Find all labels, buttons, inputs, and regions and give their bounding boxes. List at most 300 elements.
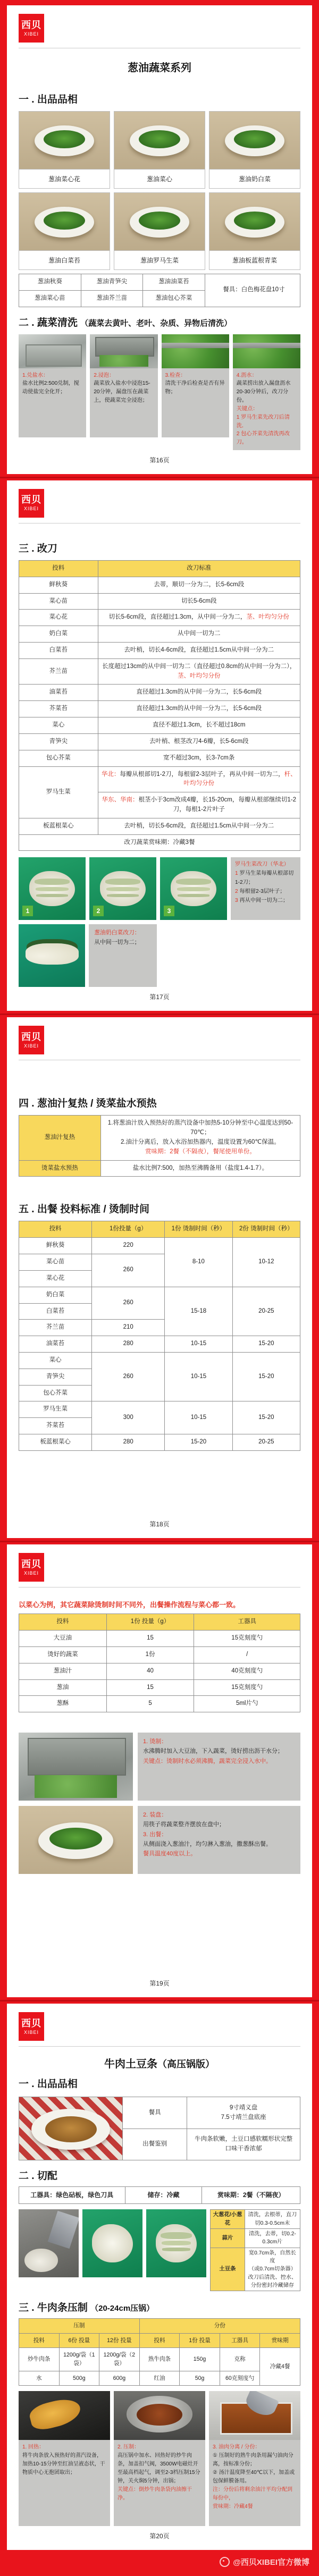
table-row: [19, 658, 300, 685]
table-row: [19, 766, 300, 792]
note-red: 注：分份后将剩余油汁平均分配到每份中，: [213, 2487, 292, 2502]
time2-cell: 20-25: [232, 1287, 300, 1336]
qty-cell: 220: [92, 1238, 165, 1254]
qty-cell: 15: [106, 1631, 194, 1647]
romaine-cut-photos: [19, 857, 300, 920]
group-header: 压制: [19, 2319, 140, 2333]
pressing-table: [19, 2318, 300, 2386]
ingredient-cell: 青笋尖: [19, 1369, 92, 1385]
group-header: 分份: [139, 2319, 300, 2333]
table-row: [19, 1631, 300, 1647]
table-row: [19, 626, 300, 643]
standard-cell: 从中间一切为二: [98, 626, 300, 643]
dish-label: 葱油菜心: [114, 169, 205, 188]
section-5-heading: 五 . 出餐 投料标准 / 烫制时间: [19, 1204, 149, 1215]
table-row: [19, 274, 300, 291]
step-title: 1. 回热：: [22, 2444, 45, 2451]
ingredient-cell: 芥兰苗: [19, 1320, 92, 1336]
weibo-watermark: [0, 2550, 319, 2576]
header-cell: 1份 投量: [180, 2333, 220, 2347]
standard-red-text: 茎、叶均匀分份: [178, 672, 221, 679]
reheat-bag-photo: [19, 2391, 110, 2440]
ingredient-cell: 奶白菜: [19, 1287, 92, 1303]
dish-card: [114, 111, 205, 189]
header-cell: 1份投量（g）: [92, 1221, 165, 1238]
table-row: [19, 717, 300, 734]
table-row: [19, 685, 300, 701]
header-cell: 12份 投量: [99, 2333, 140, 2347]
procedure-cell: 盐水比例7:500，加热至沸腾备用（盐度1.4-1.7）。: [100, 1160, 300, 1177]
standard-cell: 切长5-6cm段: [98, 593, 300, 610]
portioning-photo: [209, 2391, 300, 2440]
wash-step: [19, 334, 86, 450]
wash-step: [162, 334, 229, 450]
step-column: [114, 2391, 205, 2526]
standard-line: 宽0.7cm条，自然长度: [248, 2250, 296, 2265]
dish-card: [114, 192, 205, 270]
dish-label: 葱油板蓝根青菜: [209, 250, 300, 269]
xibei-logo: [19, 2012, 44, 2041]
standard-cell: 直径不超过1.3cm，长不超过18cm: [98, 717, 300, 734]
storage-cell: 储存：冷藏: [125, 2187, 202, 2204]
example-note: 以菜心为例，其它蔬菜除烫制时间不同外，出餐操作流程与菜心都一致。: [19, 1601, 240, 1609]
logo-en-text: XIBEI: [23, 1570, 39, 1576]
time2-cell: 15-20: [232, 1352, 300, 1401]
step-text: 用筷子将蔬菜整齐摆放在盘中；: [143, 1821, 225, 1828]
table-row: [19, 1287, 300, 1303]
cell: 500g: [59, 2371, 99, 2385]
ingredient-cell: 鲜秋葵: [19, 1238, 92, 1254]
table-header-row: [19, 560, 300, 577]
dish-card: [19, 192, 110, 270]
logo-en-text: XIBEI: [23, 1043, 39, 1049]
ingredient-cell: 葱油汁: [19, 1663, 107, 1679]
beef-potato-dish-photo: [19, 2097, 122, 2160]
table-header-row: [19, 2319, 300, 2333]
tool-cell: /: [194, 1647, 300, 1663]
qty-cell: 280: [92, 1434, 165, 1451]
procedure-line: 2.油汁分离后，放入水浴加热器内，温度设置为60℃保温。: [121, 1139, 280, 1145]
dish-photo: [19, 112, 110, 169]
table-row: [19, 818, 300, 834]
tools-cell: 工器具：绿色砧板，绿色刀具: [19, 2187, 125, 2204]
shelf-cell: 冷藏4餐: [260, 2348, 300, 2386]
section-3-heading: 三 . 改刀: [19, 543, 57, 554]
step-caption: [114, 2440, 205, 2526]
qty-cell: 280: [92, 1336, 165, 1353]
ingredient-cell: 菜心: [19, 717, 98, 734]
step-badge: 3: [164, 906, 174, 916]
caption-title: 罗马生菜改刀（华北）: [234, 862, 289, 868]
cell: 1200g/袋（1袋）: [59, 2348, 99, 2371]
qty-cell: 210: [92, 1320, 165, 1336]
step-text: ② 汤汁温度降至40℃以下，加盖或包保鲜膜备用。: [213, 2470, 295, 2485]
header-cell: 投料: [19, 1614, 107, 1631]
page-separator: [0, 1011, 319, 1017]
standard-line: （或0.7cm切条器）: [248, 2266, 296, 2273]
time2-cell: 15-20: [232, 1336, 300, 1353]
step-row: [19, 1733, 300, 1801]
wash-photo-brine: [19, 334, 86, 368]
wash-step: [90, 334, 157, 450]
ingredient-cell: 菜心苗: [19, 1254, 92, 1271]
section-3-note: （20-24cm压锅）: [90, 2304, 155, 2313]
logo-en-text: XIBEI: [23, 506, 39, 512]
scallion-chop-photo: [19, 2209, 79, 2277]
caption-num: 2: [234, 888, 238, 894]
step-caption: [138, 1733, 300, 1801]
ingredient-cell: 罗马生菜: [19, 1401, 92, 1418]
region-label: 华东、华南：: [102, 797, 139, 804]
section-2-heading: 二 . 切配: [19, 2170, 57, 2182]
xibei-logo: [19, 1553, 44, 1582]
table-row: [19, 1116, 300, 1160]
blanch-photo: [19, 1733, 133, 1801]
step-title: 2. 压制：: [117, 2444, 140, 2451]
header-cell: 投料: [19, 1221, 92, 1238]
page-16: [7, 5, 312, 474]
header-cell: 工器具: [220, 2333, 260, 2347]
ingredient-cell: 芥菜苔: [19, 701, 98, 717]
time1-cell: 8-10: [165, 1238, 232, 1287]
tool-cell: 15克刻度勺: [194, 1679, 300, 1696]
tableware-line: 9寸靖义盘: [229, 2104, 258, 2111]
ingredient-cell: 芥菜苔: [19, 1418, 92, 1434]
step-title: 3.检查：: [165, 372, 186, 378]
standard-red-text: 杆、叶均匀分份: [183, 771, 297, 787]
dish-name: 牛肉土豆条: [104, 2058, 157, 2071]
standard-cell: [98, 658, 300, 685]
key-point: 餐具温度40度以上。: [143, 1850, 197, 1857]
standard-text: 根茎小于3cm改成4瓣，长15-20cm，每瓣从根部继续切1-2刀，每根1-2片叶子: [138, 797, 296, 813]
step-column: [19, 2391, 110, 2526]
header-cell: 6份 投量: [59, 2333, 99, 2347]
step-column: [209, 2391, 300, 2526]
step-title: 2. 装盘：: [143, 1812, 167, 1819]
dish-name-note: （高压锅版）: [157, 2059, 215, 2070]
header-cell: 1份 烫制时间（秒）: [165, 1221, 232, 1238]
table-row: [19, 834, 300, 851]
row-label: 土豆条: [211, 2248, 245, 2291]
tableware-cell: [187, 2097, 300, 2129]
standard-cell: 去蒂，顺切一分为二，长5-6cm段: [98, 577, 300, 593]
standard-cell: 清洗，去蒂，切0.2-0.3cm片: [245, 2229, 300, 2248]
table-row: [19, 593, 300, 610]
key-point: 关键点：烫制时水必须沸腾，蔬菜完全浸入水中。: [143, 1758, 272, 1764]
table-row: [19, 733, 300, 750]
plating-steps: [19, 1727, 300, 1874]
note-red: 赏味期：冷藏4餐: [213, 2504, 253, 2510]
cell: 葱油油菜苔: [143, 274, 205, 291]
page-number: 第20页: [149, 2532, 170, 2540]
ingredient-cell: 菜心苗: [19, 593, 98, 610]
qty-cell: 260: [92, 1352, 165, 1401]
step-text: 清洗干净后检查是否有异物；: [165, 381, 225, 395]
qty-cell: 260: [92, 1287, 165, 1320]
qty-cell: 260: [92, 1254, 165, 1287]
procedure-cell: [100, 1116, 300, 1160]
dish-label: 葱油奶白菜: [209, 169, 300, 188]
table-row: [19, 577, 300, 593]
table-row: [19, 643, 300, 659]
shelf-life-note: 改刀蔬菜赏味期：冷藏3餐: [19, 834, 300, 851]
cut-photo-1: [19, 857, 86, 920]
step-title: 3. 出餐：: [143, 1831, 167, 1838]
tool-cell: 40克刻度勺: [194, 1663, 300, 1679]
ingredient-cell: 菜心花: [19, 1270, 92, 1287]
qty-cell: 40: [106, 1663, 194, 1679]
table-row: [19, 750, 300, 766]
cell: 葱油包心芥菜: [143, 290, 205, 307]
cabbage-cut-row: [19, 924, 300, 987]
ingredient-cell: 包心芥菜: [19, 1385, 92, 1401]
table-row: [19, 1696, 300, 1712]
cell: 炒牛肉条: [19, 2348, 60, 2371]
time2-cell: 10-12: [232, 1238, 300, 1287]
header-divider: [19, 2046, 300, 2047]
step-badge: 2: [93, 906, 104, 916]
cell: 50g: [180, 2371, 220, 2385]
header-cell: 赏味期: [260, 2333, 300, 2347]
region-label: 华北：: [101, 771, 120, 778]
cell: 水: [19, 2371, 60, 2385]
page-19: [7, 1544, 312, 1997]
step-title: 3. 油肉分离 / 分份：: [213, 2444, 261, 2451]
wash-caption: [90, 368, 157, 437]
pressure-cooker-photo: [114, 2391, 205, 2440]
table-row: [19, 1160, 300, 1177]
table-header-row: [19, 1221, 300, 1238]
time1-cell: 10-15: [165, 1352, 232, 1401]
table-row: [19, 701, 300, 717]
standard-cell: 直径超过1.3cm的从中间一分为二，长5-6cm段: [98, 685, 300, 701]
dish-label: 葱油白菜苔: [19, 250, 110, 269]
caption-num: 3: [234, 897, 238, 903]
ingredient-cell: 葱油: [19, 1679, 107, 1696]
row-label: 大葱花/小葱花: [211, 2209, 245, 2228]
table-row: [123, 2097, 300, 2129]
cut-standards-table: [210, 2209, 300, 2291]
shelf-cell: 赏味期：2餐（不隔夜）: [202, 2187, 300, 2204]
section-2-heading: [19, 315, 300, 329]
ingredient-cell: 菜心: [19, 1352, 92, 1369]
potato-strips-photo: [146, 2209, 206, 2277]
cell: 葱油菜心苗: [19, 290, 81, 307]
standard-line: 改刀后清洗、控水、分份密封冷藏储存: [248, 2274, 297, 2288]
key-point: 关键点：倒炒牛肉条袋内油擦干净。: [117, 2487, 192, 2502]
table-row: [19, 1352, 300, 1369]
wash-photo-drain: [233, 334, 300, 368]
table-row: [19, 1434, 300, 1451]
page-number: 第17页: [149, 993, 170, 1001]
step-text: 盐水比例2:500兑制，搅动使盐完全化开；: [22, 381, 79, 395]
dish-card: [19, 111, 110, 189]
ingredient-cell: 葱酥: [19, 1696, 107, 1712]
section-4-heading: 四 . 葱油汁复热 / 烫菜盐水预热: [19, 1098, 157, 1110]
plating-ingredients-table: [19, 1614, 300, 1712]
tool-cell: 5ml片勺: [194, 1696, 300, 1712]
procedure-line: 1.将葱油汁放入预热好的蒸汽设备中加热5-10分钟至中心温度达到50-70℃；: [107, 1120, 293, 1136]
logo-cn-text: 西贝: [21, 1031, 41, 1042]
ingredient-cell: 白菜苔: [19, 1303, 92, 1320]
ingredient-cell: 板蓝根菜心: [19, 818, 98, 834]
wash-step: [233, 334, 300, 450]
step-text: 高压锅中加水、回热好的炒牛肉条，加盖扣气阀，3500W电磁灶开至最高档起气，调至2-3档压制15分钟，关火焖5分钟，出锅；: [117, 2453, 200, 2485]
knife-table: [19, 560, 300, 851]
section-3-heading: [19, 2300, 300, 2314]
table-row: [19, 1663, 300, 1679]
logo-cn-text: 西贝: [21, 19, 41, 30]
section-3-title: 三 . 牛肉条压制: [19, 2302, 88, 2314]
standard-red-text: 茎、叶均匀分份: [246, 614, 289, 621]
table-row: [19, 1679, 300, 1696]
caption-line: 从中间一切为二；: [94, 939, 140, 946]
qty-cell: 15: [106, 1679, 194, 1696]
time1-cell: 10-15: [165, 1401, 232, 1434]
row-label: 餐具: [123, 2097, 187, 2129]
table-row: [19, 1401, 300, 1418]
dish-label: 葱油菜心花: [19, 169, 110, 188]
step-text: 水沸腾时加入大豆油，下入蔬菜，烫好捞出沥干水分；: [143, 1748, 283, 1755]
table-row: [19, 1238, 300, 1254]
wash-steps: [19, 334, 300, 450]
header-cell: 投料: [139, 2333, 180, 2347]
time1-cell: 15-20: [165, 1434, 232, 1451]
step-caption: [19, 2440, 110, 2526]
row-label: 葱油汁复热: [19, 1116, 101, 1160]
logo-en-text: XIBEI: [23, 31, 39, 37]
header-cell: 投料: [19, 560, 98, 577]
cabbage-cut-photo: [19, 924, 85, 987]
table-row: [19, 1336, 300, 1353]
table-header-row: [19, 1614, 300, 1631]
ingredient-cell: 油菜苔: [19, 685, 98, 701]
dish-photo: [209, 193, 300, 250]
dish-photo: [114, 112, 205, 169]
section-1-heading: 一 . 出品品相: [19, 94, 78, 105]
cut-photo-3: [160, 857, 227, 920]
cell: 葱油芥兰苗: [81, 290, 143, 307]
ingredient-cell: 芥兰苗: [19, 658, 98, 685]
step-row: [19, 1806, 300, 1874]
xibei-logo: [19, 14, 44, 43]
wash-caption: [162, 368, 229, 437]
dish-photo: [209, 112, 300, 169]
page-number: 第19页: [149, 1980, 170, 1988]
standard-text: 长度超过13cm的从中间一切为二（直径超过0.8cm的从中间一分为二），: [102, 663, 296, 670]
standard-cell: [98, 610, 300, 626]
time2-cell: 20-25: [232, 1434, 300, 1451]
page-separator: [0, 1538, 319, 1544]
logo-cn-text: 西贝: [21, 1558, 41, 1569]
cell: 红油: [139, 2371, 180, 2385]
ingredient-cell: 罗马生菜: [19, 766, 98, 818]
page-18: [7, 1017, 312, 1538]
caption-title: 葱油奶白菜改刀：: [94, 930, 140, 936]
page-number: 第18页: [149, 1521, 170, 1528]
key-point-1: 1 罗马生菜先改刀后清洗．: [236, 414, 290, 429]
step-text: 将牛肉条放入预热好的蒸汽设备，加热10-15分钟至红油呈液态状，干物质中心无抱团取出；: [22, 2453, 105, 2476]
plated-dish-photo: [19, 1806, 133, 1874]
time2-cell: 15-20: [232, 1401, 300, 1434]
table-row: [211, 2209, 300, 2228]
page-number: 第16页: [149, 456, 170, 464]
standard-cell: 宽不超过3cm，长3-7cm条: [98, 750, 300, 766]
standard-cell: 去叶梢，切长5-6cm段，直径超过1.5cm从中间一分为二: [98, 818, 300, 834]
ingredient-cell: 白菜苔: [19, 643, 98, 659]
ingredient-cell: 大豆油: [19, 1631, 107, 1647]
cut-photo-2: [89, 857, 156, 920]
watermark-text: @西贝XIBEI官方微博: [233, 2558, 309, 2567]
cell: 60克刻度勺: [220, 2371, 260, 2385]
judge-line: 牛肉条软嫩，土豆口感软糯形状完整: [195, 2136, 293, 2143]
dish-label: 葱油罗马生菜: [114, 250, 205, 269]
wash-photo-soak: [90, 334, 157, 368]
pressing-steps: [19, 2391, 300, 2526]
caption-line: 每根留2-3层叶子；: [239, 888, 286, 894]
step-title: 4.沥水：: [236, 372, 257, 378]
step-caption: [138, 1806, 300, 1874]
table-row: [19, 2348, 300, 2371]
ingredient-cell: 青笋尖: [19, 733, 98, 750]
dish-grid: [19, 111, 300, 270]
cell: 葱油秋葵: [19, 274, 81, 291]
step-text: ① 压制好的熟牛肉条用漏勺油肉分离，按标准分份；: [213, 2453, 293, 2468]
presentation-block: [19, 2097, 300, 2160]
table-header-row: [19, 2333, 300, 2347]
judge-line: 口味干香浓郁: [225, 2146, 262, 2152]
key-point-label: 关键点：: [236, 406, 258, 412]
header-cell: 工器具: [194, 1614, 300, 1631]
table-row: [19, 610, 300, 626]
ingredient-cell: 菜心花: [19, 610, 98, 626]
xibei-logo: [19, 1026, 44, 1054]
page-separator: [0, 1997, 319, 2004]
step-text: 蔬菜捞出放入漏盘沥水20-30分钟后，改刀分份。: [236, 381, 291, 404]
header-cell: 1份 投量（g）: [106, 1614, 194, 1631]
table-row: [211, 2248, 300, 2291]
tool-cell: 15克刻度勺: [194, 1631, 300, 1647]
wash-photo-check: [162, 334, 229, 368]
page-20: [7, 2004, 312, 2550]
standard-text: 每瓣从根部切1-2刀，每根留2-3层叶子，再从中间一切为二，: [120, 771, 284, 778]
step-badge: 1: [22, 906, 33, 916]
ingredient-cell: 油菜苔: [19, 1336, 92, 1353]
weibo-icon: [220, 2557, 230, 2567]
cell: 150g: [180, 2348, 220, 2371]
doc-title: 葱油蔬菜系列: [128, 62, 191, 74]
header-cell: 改刀标准: [98, 560, 300, 577]
ingredient-cell: 鲜秋葵: [19, 577, 98, 593]
table-row: [19, 2187, 300, 2204]
row-label: 蒜片: [211, 2229, 245, 2248]
cell: 600g: [99, 2371, 140, 2385]
dish-photo: [19, 193, 110, 250]
time1-cell: 10-15: [165, 1336, 232, 1353]
standard-cell: [98, 792, 300, 818]
step-caption: [209, 2440, 300, 2526]
ingredient-cell: 奶白菜: [19, 626, 98, 643]
page-17: [7, 480, 312, 1011]
caption-num: 1: [234, 871, 238, 877]
serving-table: [19, 1221, 300, 1450]
step-title: 1.兑盐水：: [22, 372, 49, 378]
logo-cn-text: 西贝: [21, 2017, 41, 2029]
wash-caption: [19, 368, 86, 437]
row-label: 烫菜盐水预热: [19, 1160, 101, 1177]
shelf-life-note: 赏味期：2餐（不隔夜），餐尾使用单份。: [145, 1148, 256, 1155]
header-cell: 投料: [19, 2333, 60, 2347]
